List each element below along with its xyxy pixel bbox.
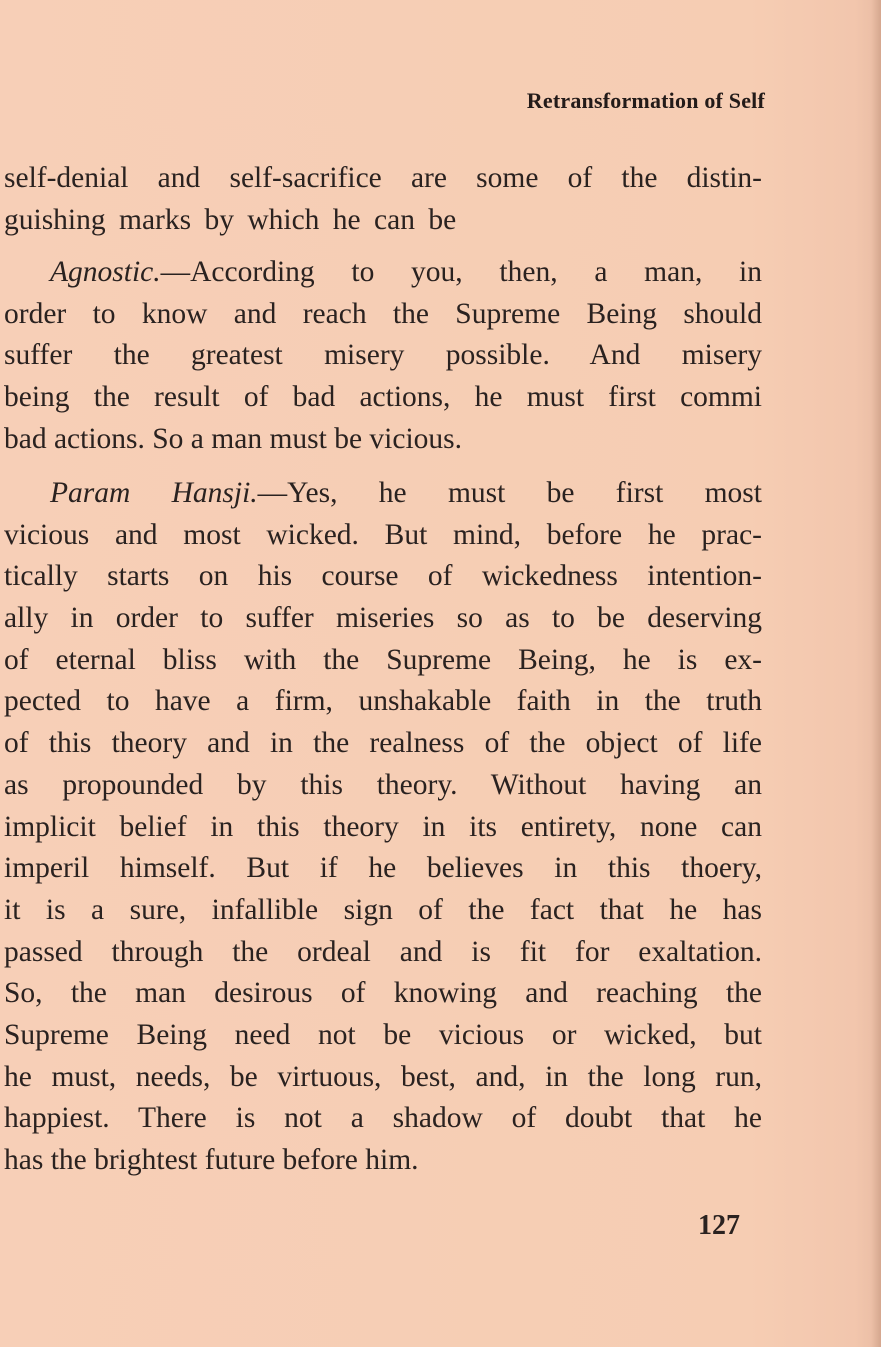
text-line: tically starts on his course of wickedness intention-: [4, 560, 762, 593]
text-line: implicit belief in this theory in its entirety, none can: [4, 810, 762, 843]
text-line: order to know and reach the Supreme Being should: [4, 297, 762, 330]
text-line: pected to have a firm, unshakable faith in the truth: [4, 685, 762, 718]
text-line: suffer the greatest misery possible. And misery: [4, 339, 762, 372]
text-line: imperil himself. But if he believes in this thoery,: [4, 852, 762, 885]
paragraph-continuation: [4, 158, 762, 241]
dialogue-line: [4, 252, 762, 294]
speaker-name: Param Hansji.: [50, 477, 258, 509]
text-line: —According to you, then, a man, in: [160, 256, 762, 288]
text-line: has the brightest future before him.: [4, 1144, 419, 1176]
text-line: ally in order to suffer miseries so as to be deserving: [4, 602, 762, 635]
text-line: vicious and most wicked. But mind, before he prac-: [4, 518, 762, 551]
speaker-name: Agnostic.: [50, 256, 161, 288]
text-line: bad actions. So a man must be vicious.: [4, 422, 462, 455]
paragraph-param-hansji: [4, 473, 762, 1182]
text-line: of eternal bliss with the Supreme Being, he is ex-: [4, 643, 762, 676]
text-line: as propounded by this theory. Without having an: [4, 768, 762, 801]
text-line: —Yes, he must be first most: [257, 477, 762, 509]
text-line: guishing marks by which he can be: [4, 203, 457, 236]
text-line: being the result of bad actions, he must first commi: [4, 381, 762, 414]
text-line: self-denial and self-sacrifice are some of the distin-: [4, 162, 762, 194]
page-edge-shadow: [871, 0, 881, 1347]
text-line: So, the man desirous of knowing and reaching the: [4, 977, 762, 1010]
paragraph-agnostic: [4, 252, 762, 460]
text-line: it is a sure, infallible sign of the fact that he has: [4, 893, 762, 926]
running-header: Retransformation of Self: [526, 88, 765, 113]
dialogue-line: [4, 473, 762, 515]
text-line: passed through the ordeal and is fit for exaltation.: [4, 935, 762, 968]
text-line: of this theory and in the realness of the object of life: [4, 727, 762, 760]
text-line: happiest. There is not a shadow of doubt that he: [4, 1102, 762, 1135]
page-number: 127: [698, 1210, 740, 1241]
text-line: Supreme Being need not be vicious or wicked, but: [4, 1018, 762, 1051]
text-line: he must, needs, be virtuous, best, and, in the long run,: [4, 1060, 762, 1093]
